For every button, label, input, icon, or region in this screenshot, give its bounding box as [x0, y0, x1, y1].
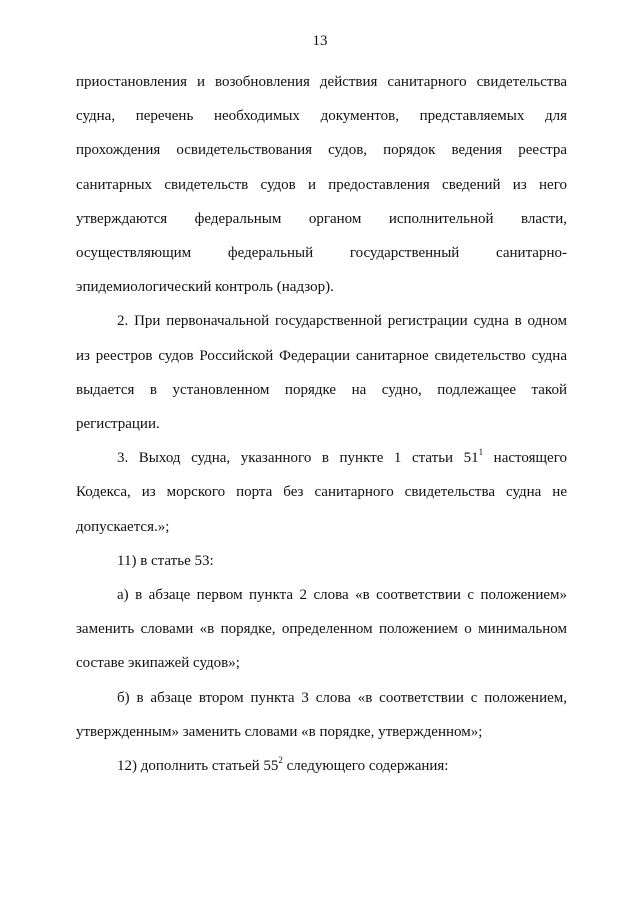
text-line: выдается в установленном порядке на судно, подлежащее такой [76, 381, 567, 398]
text-fragment: настоящего [483, 450, 567, 467]
text-line: эпидемиологический контроль (надзор). [76, 279, 334, 296]
text-line: 2. При первоначальной государственной регистрации судна в одном [117, 313, 567, 330]
text-fragment: следующего содержания: [282, 758, 449, 775]
paragraph-continuation [76, 65, 567, 304]
text-line: судна, перечень необходимых документов, представляемых для [76, 108, 567, 125]
text-line: утвержденным» заменить словами «в порядке, утвержденном»; [76, 723, 483, 740]
paragraph-item-11: 11) в статье 53: [117, 552, 214, 569]
text-line: Кодекса, из морского порта без санитарного свидетельства судна не [76, 484, 567, 501]
text-line: регистрации. [76, 416, 160, 433]
paragraph-point-3 [76, 441, 567, 544]
text-line: осуществляющим федеральный государственный санитарно- [76, 245, 567, 262]
text-line: из реестров судов Российской Федерации санитарное свидетельство судна [76, 347, 567, 364]
paragraph-subitem-a [76, 578, 567, 681]
paragraph-point-2 [76, 304, 567, 441]
superscript: 1 [478, 447, 484, 458]
text-line: составе экипажей судов»; [76, 655, 240, 672]
text-line: заменить словами «в порядке, определенном положением о минимальном [76, 621, 567, 638]
superscript: 2 [278, 755, 283, 766]
text-line [76, 441, 567, 475]
text-line: санитарных свидетельств судов и предоставления сведений из него [76, 176, 567, 193]
document-body [76, 65, 567, 783]
page-number: 13 [312, 33, 328, 49]
text-line: а) в абзаце первом пункта 2 слова «в соответствии с положением» [117, 587, 567, 604]
paragraph-item-12 [76, 749, 567, 783]
text-fragment: 3. Выход судна, указанного в пункте 1 статьи 51 [117, 450, 479, 467]
text-line: допускается.»; [76, 518, 170, 535]
paragraph-subitem-b [76, 681, 567, 749]
text-line: утверждаются федеральным органом исполнительной власти, [76, 210, 567, 227]
text-line: приостановления и возобновления действия санитарного свидетельства [76, 74, 567, 90]
text-fragment: 12) дополнить статьей 55 [117, 758, 279, 775]
text-line: б) в абзаце втором пункта 3 слова «в соответствии с положением, [117, 689, 567, 706]
text-line: прохождения освидетельствования судов, порядок ведения реестра [76, 142, 567, 159]
